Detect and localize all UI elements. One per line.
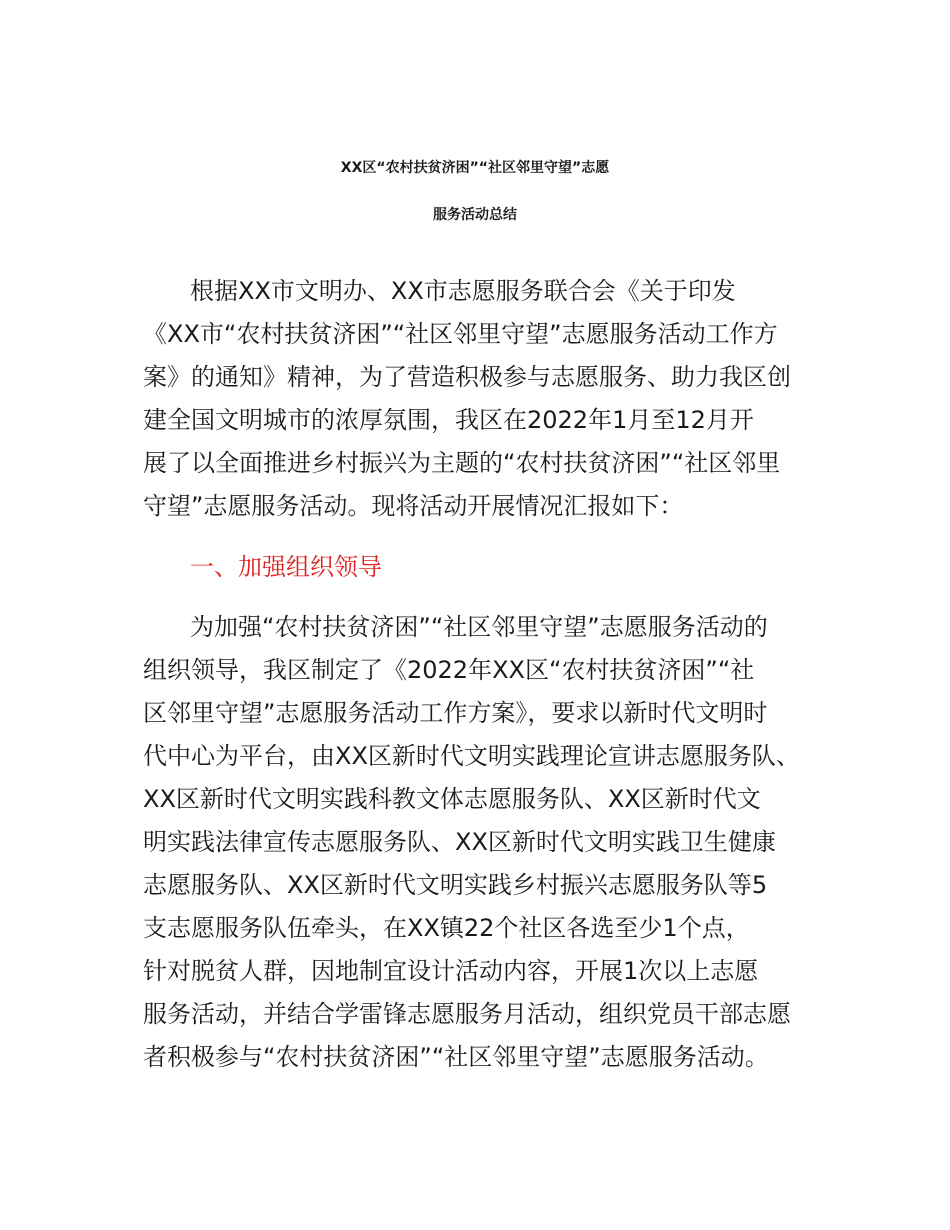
- paragraph-2-line-9: 针对脱贫人群，因地制宜设计活动内容，开展1次以上志愿: [143, 957, 759, 985]
- paragraph-1-line-4: 建全国文明城市的浓厚氛围，我区在2022年1月至12月开: [143, 406, 754, 434]
- paragraph-2-line-2: 组织领导，我区制定了《2022年XX区“农村扶贫济困”“社: [143, 656, 755, 684]
- section-1-heading: 一、加强组织领导: [190, 553, 382, 581]
- paragraph-2-line-7: 志愿服务队、XX区新时代文明实践乡村振兴志愿服务队等5: [143, 871, 768, 899]
- document-title-line-1: XX区“农村扶贫济困”“社区邻里守望”志愿: [340, 160, 610, 176]
- paragraph-2-line-4: 代中心为平台，由XX区新时代文明实践理论宣讲志愿服务队、: [143, 742, 800, 770]
- paragraph-2-line-10: 服务活动，并结合学雷锋志愿服务月活动，组织党员干部志愿: [143, 1000, 791, 1028]
- paragraph-2-line-6: 明实践法律宣传志愿服务队、XX区新时代文明实践卫生健康: [143, 828, 776, 856]
- document-title-line-2: 服务活动总结: [433, 207, 517, 223]
- paragraph-1-line-1: 根据XX市文明办、XX市志愿服务联合会《关于印发: [190, 277, 736, 305]
- paragraph-2-line-5: XX区新时代文明实践科教文体志愿服务队、XX区新时代文: [143, 785, 761, 813]
- paragraph-1-line-5: 展了以全面推进乡村振兴为主题的“农村扶贫济困”“社区邻里: [143, 449, 781, 477]
- paragraph-2-line-1: 为加强“农村扶贫济困”“社区邻里守望”志愿服务活动的: [190, 613, 768, 641]
- paragraph-1-line-6: 守望”志愿服务活动。现将活动开展情况汇报如下：: [143, 492, 684, 520]
- paragraph-1-line-2: 《XX市“农村扶贫济困”“社区邻里守望”志愿服务活动工作方: [143, 320, 778, 348]
- paragraph-2-line-11: 者积极参与“农村扶贫济困”“社区邻里守望”志愿服务活动。: [143, 1043, 769, 1071]
- paragraph-2-line-3: 区邻里守望”志愿服务活动工作方案》，要求以新时代文明时: [143, 699, 768, 727]
- paragraph-2-line-8: 支志愿服务队伍牵头，在XX镇22个社区各选至少1个点，: [143, 914, 750, 942]
- paragraph-1-line-3: 案》的通知》精神，为了营造积极参与志愿服务、助力我区创: [143, 363, 791, 391]
